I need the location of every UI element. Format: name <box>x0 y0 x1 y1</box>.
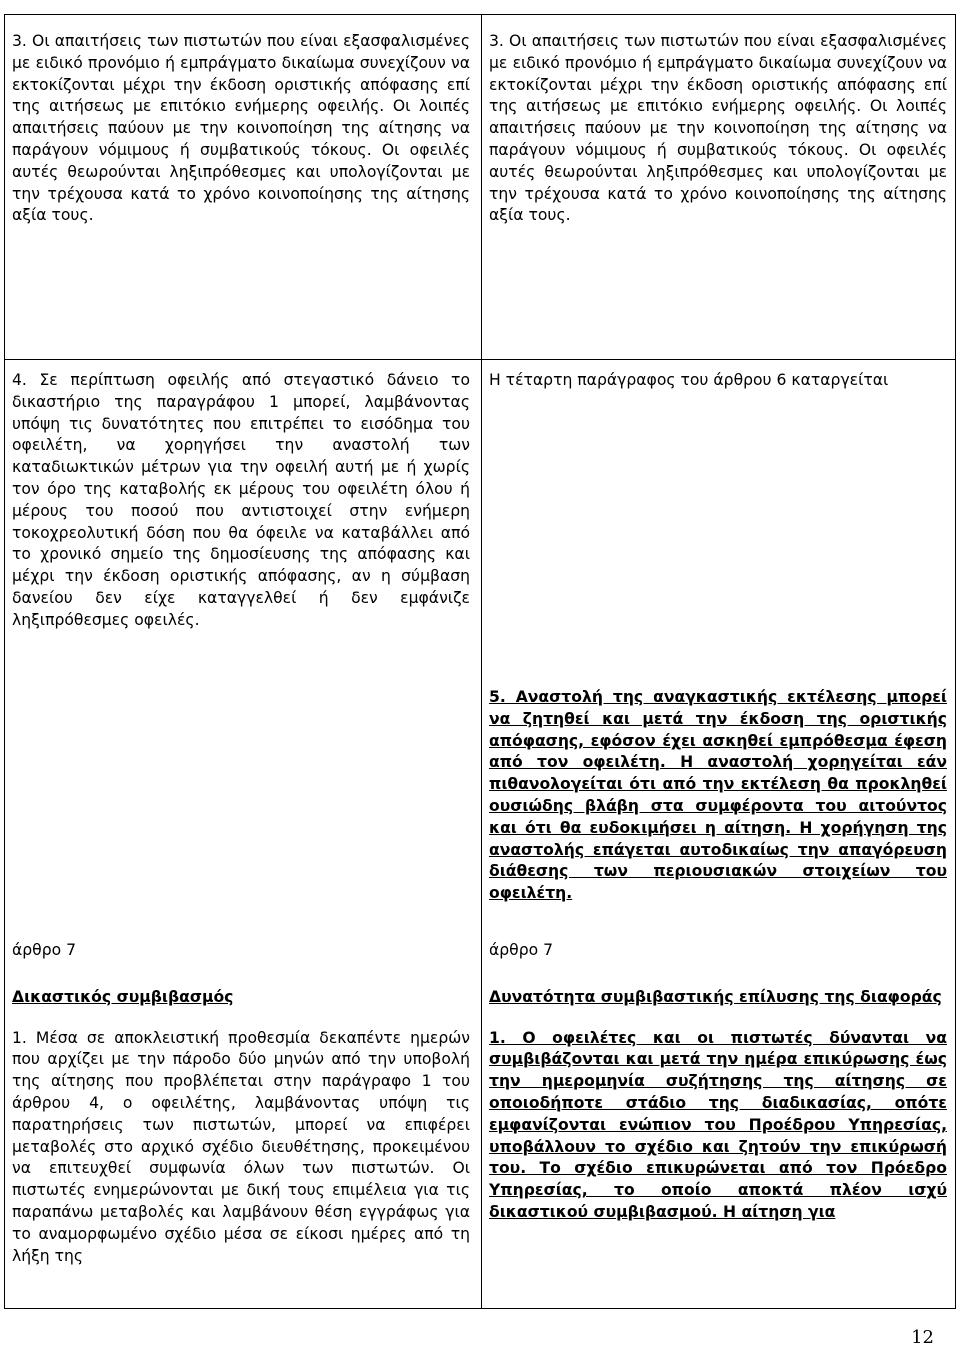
row3-left-paragraph: 1. Μέσα σε αποκλειστική προθεσμία δεκαπέντε ημερών που αρχίζει με την πάροδο δύο μηνών από την υποβολή της αίτησης που προβλέπεται στην παράγραφο 1 του άρθρου 4, ο οφειλέτης, λαμβάνοντας υπόψη τις παρατηρήσεις των πιστωτών, μπορεί να επιφέρει μεταβολές στο αρχικό σχέδιο διευθέτησης, προκειμένου να επιτευχθεί συμφωνία όλων των πιστωτών. Οι πιστωτές ενημερώνονται με δική τους επιμέλεια για τις παραπάνω μεταβολές και λαμβάνουν θέση εγγράφως για το αναμορφωμένο σχέδιο μέσα σε είκοσι ημέρες από τη λήξη της <box>12 1028 470 1265</box>
row-divider-1 <box>4 359 956 360</box>
row2-right-bottom-cell <box>489 687 947 905</box>
row1-right-paragraph: 3. Οι απαιτήσεις των πιστωτών που είναι εξασφαλισμένες με ειδικό προνόμιο ή εμπράγματο δικαίωμα συνεχίζουν να εκτοκίζονται μέχρι την έκδοση οριστικής απόφασης επί της αιτήσεως με επιτόκιο ενήμερης οφειλής. Οι λοιπές απαιτήσεις παύουν με την κοινοποίηση της αίτησης να παράγουν νόμιμους ή συμβατικούς τόκους. Οι οφειλές αυτές θεωρούνται ληξιπρόθεσμες και υπολογίζονται με την τρέχουσα κατά το χρόνο κοινοποίησης της αίτησης αξία τους. <box>489 32 947 225</box>
table-border-right <box>955 14 956 1309</box>
row3-right-cell <box>489 940 947 1224</box>
left-article-heading: Δικαστικός συμβιβασμός <box>12 987 234 1006</box>
right-article-heading: Δυνατότητα συμβιβαστικής επίλυσης της διαφοράς <box>489 987 942 1006</box>
row3-left-cell <box>12 940 470 1267</box>
table-border-middle <box>481 14 482 1309</box>
row2-right-new-paragraph: 5. Αναστολή της αναγκαστικής εκτέλεσης μπορεί να ζητηθεί και μετά την έκδοση της οριστικής απόφασης, εφόσον έχει ασκηθεί εμπρόθεσμα έφεση από τον οφειλέτη. Η αναστολή χορηγείται εάν πιθανολογείται ότι από την εκτέλεση θα προκληθεί ουσιώδης βλάβη στα συμφέροντα του αιτούντος και ότι θα ευδοκιμήσει η αίτηση. Η χορήγηση της αναστολής επάγεται αυτοδικαίως την απαγόρευση διάθεσης των περιουσιακών στοιχείων του οφειλέτη. <box>489 688 947 903</box>
row2-right-repeal-note: Η τέταρτη παράγραφος του άρθρου 6 καταργείται <box>489 371 889 389</box>
table-border-bottom <box>4 1308 956 1309</box>
row2-right-top-cell <box>489 370 947 392</box>
table-border-top <box>4 14 956 15</box>
row2-left-paragraph: 4. Σε περίπτωση οφειλής από στεγαστικό δάνειο το δικαστήριο της παραγράφου 1 μπορεί, λαμβάνοντας υπόψη τις δυνατότητες που επιτρέπει το εισόδημα του οφειλέτη, να χορηγήσει την αναστολή των καταδιωκτικών μέτρων για την οφειλή αυτή με ή χωρίς τον όρο της καταβολής εκ μέρους του οφειλέτη όλου ή μέρους του ποσού που αντιστοιχεί στην ενήμερη τοκοχρεολυτική δόση που θα όφειλε να καταβάλλει από το χρονικό σημείο της δημοσίευσης της απόφασης και μέχρι την έκδοση οριστικής απόφασης, αν η σύμβαση δανείου δεν είχε καταγγελθεί ή δεν εμφάνιζε ληξιπρόθεσμες οφειλές. <box>12 371 470 629</box>
row1-right-cell <box>489 31 947 227</box>
row1-left-cell <box>12 31 470 227</box>
page-number: 12 <box>911 1327 934 1348</box>
left-article-label: άρθρο 7 <box>12 941 77 959</box>
right-article-label: άρθρο 7 <box>489 941 554 959</box>
table-border-left <box>4 14 5 1309</box>
row2-left-cell <box>12 370 470 632</box>
row1-left-paragraph: 3. Οι απαιτήσεις των πιστωτών που είναι εξασφαλισμένες με ειδικό προνόμιο ή εμπράγματο δικαίωμα συνεχίζουν να εκτοκίζονται μέχρι την έκδοση οριστικής απόφασης επί της αιτήσεως με επιτόκιο ενήμερης οφειλής. Οι λοιπές απαιτήσεις παύουν με την κοινοποίηση της αίτησης να παράγουν νόμιμους ή συμβατικούς τόκους. Οι οφειλές αυτές θεωρούνται ληξιπρόθεσμες και υπολογίζονται με την τρέχουσα κατά το χρόνο κοινοποίησης της αίτησης αξία τους. <box>12 32 470 225</box>
row3-right-paragraph: 1. Ο οφειλέτες και οι πιστωτές δύνανται να συμβιβάζονται και μετά την ημέρα επικύρωσης έως την ημερομηνία συζήτησης της αίτησης σε οποιοδήποτε στάδιο της διαδικασίας, οπότε εμφανίζονται ενώπιον του Προέδρου Υπηρεσίας, υποβάλλουν το σχέδιο και ζητούν την επικύρωσή του. Το σχέδιο επικυρώνεται από τον Πρόεδρο Υπηρεσίας, το οποίο αποκτά πλέον ισχύ δικαστικού συμβιβασμού. Η αίτηση για <box>489 1028 947 1221</box>
